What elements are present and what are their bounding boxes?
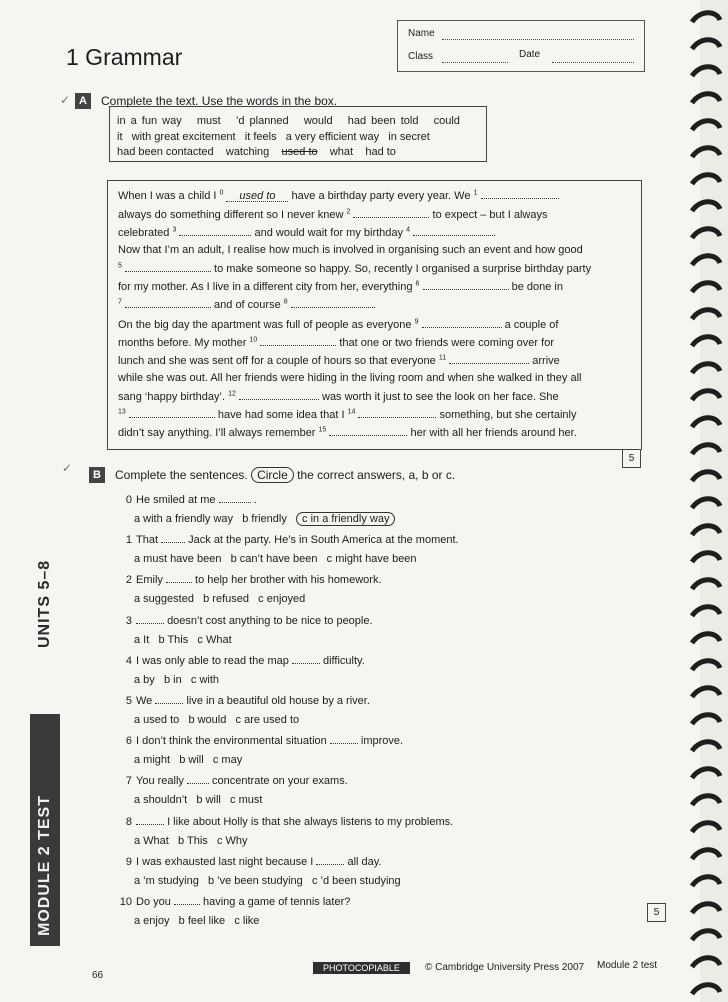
answer-gap[interactable] — [166, 573, 192, 583]
section-b-badge: B — [89, 467, 105, 483]
section-b-instruction: Complete the sentences. Circle the correct answers, a, b or c. — [115, 468, 456, 482]
question-text: Do you — [136, 896, 171, 908]
answer-option[interactable]: b feel like — [178, 915, 226, 927]
question-text: That — [136, 534, 159, 547]
word-option: it — [117, 131, 123, 143]
question-9 — [117, 855, 382, 868]
question-text: You really — [136, 775, 184, 788]
copyright-text: © Cambridge University Press 2007 — [425, 962, 585, 973]
question-4 — [117, 654, 365, 667]
text-line: Now that I’m an adult, I realise how much is involved in organising such an event and how good — [118, 244, 583, 256]
answer-option[interactable]: c are used to — [235, 714, 300, 726]
photocopiable-badge: PHOTOCOPIABLE — [313, 962, 410, 974]
text-line: $^{13}$ have had some idea that I $^{14}$ something, but she certainly — [118, 408, 577, 421]
text-line: lunch and she was sent off for a couple of hours so that everyone $^{11}$ arrive — [118, 354, 560, 367]
spiral-ring — [692, 229, 720, 238]
answer-options — [134, 714, 308, 726]
question-text: having a game of tennis later? — [202, 896, 351, 908]
spiral-ring — [692, 418, 720, 427]
question-text: concentrate on your exams. — [212, 775, 348, 788]
spiral-ring — [692, 148, 720, 157]
word-box-line — [117, 146, 396, 158]
gap-3[interactable] — [179, 226, 251, 236]
answer-gap[interactable] — [136, 815, 164, 825]
question-number: 10 — [119, 896, 132, 908]
answer-option[interactable]: b would — [188, 714, 227, 726]
word-box — [109, 106, 487, 162]
check-mark-icon: ✓ — [62, 461, 73, 475]
spiral-ring — [692, 634, 720, 643]
answer-option[interactable]: c ’d been studying — [311, 874, 401, 887]
spiral-ring — [692, 661, 720, 670]
answer-gap[interactable] — [330, 734, 358, 744]
question-5 — [117, 694, 370, 707]
spiral-ring — [692, 526, 720, 535]
gap-7[interactable] — [125, 298, 211, 308]
gap-4[interactable] — [413, 226, 493, 236]
question-6 — [117, 734, 403, 747]
question-text: I was only able to read the map — [136, 654, 289, 667]
gap-8[interactable] — [291, 298, 373, 308]
name-label: Name — [408, 28, 435, 39]
question-text: Emily — [136, 574, 163, 587]
spiral-ring — [692, 607, 720, 616]
spiral-ring — [692, 904, 720, 913]
gap-15[interactable] — [329, 426, 407, 436]
answer-options — [134, 593, 314, 605]
answer-option[interactable]: c might have been — [326, 553, 417, 566]
question-0 — [117, 493, 257, 506]
spiral-ring — [692, 688, 720, 697]
spiral-ring — [692, 958, 720, 967]
answer-option[interactable]: c in a friendly way — [296, 512, 395, 526]
word-option: watching — [225, 146, 270, 158]
question-8 — [117, 815, 453, 828]
answer-option[interactable]: a must have been — [134, 553, 222, 566]
answer-options — [134, 835, 257, 847]
units-label: UNITS 5–8 — [36, 559, 53, 648]
word-option-used: used to — [281, 146, 318, 158]
spiral-ring — [692, 202, 720, 211]
question-text: difficulty. — [323, 654, 365, 667]
question-text: I was exhausted last night because I — [136, 855, 314, 868]
answer-option[interactable]: b refused — [203, 593, 249, 606]
section-a-score-box: 5 — [622, 449, 641, 468]
gap-10[interactable] — [260, 336, 336, 346]
question-number: 7 — [125, 775, 132, 788]
answer-option[interactable]: b friendly — [242, 513, 287, 525]
spiral-ring — [692, 40, 720, 49]
word-option: in a fun way — [117, 115, 182, 127]
gap-14[interactable] — [358, 408, 436, 418]
class-field[interactable] — [442, 62, 508, 63]
answer-options — [134, 674, 228, 686]
answer-option[interactable]: a might — [134, 754, 171, 767]
answer-options — [134, 634, 241, 646]
answer-gap[interactable] — [219, 493, 251, 503]
answer-option[interactable]: a with a friendly way — [134, 513, 234, 525]
date-field[interactable] — [552, 62, 634, 63]
question-number: 9 — [125, 855, 132, 868]
answer-option[interactable]: b ’ve been studying — [207, 874, 303, 887]
answer-gap[interactable] — [316, 855, 344, 865]
question-number: 5 — [125, 695, 132, 707]
spiral-ring — [692, 769, 720, 778]
question-text: improve. — [360, 735, 404, 748]
spiral-ring — [692, 67, 720, 76]
question-3 — [117, 614, 373, 627]
answer-gap[interactable] — [136, 614, 164, 624]
spiral-ring — [692, 175, 720, 184]
question-text: . — [253, 494, 257, 506]
answer-option[interactable]: a used to — [134, 714, 180, 726]
question-number: 8 — [125, 815, 132, 828]
spiral-ring — [692, 742, 720, 751]
answer-option[interactable]: a It — [134, 633, 150, 646]
spiral-ring — [692, 391, 720, 400]
spiral-ring — [692, 472, 720, 481]
question-text: I like about Holly is that she always listens to my problems. — [167, 815, 454, 828]
question-text: We — [136, 695, 153, 707]
question-7 — [117, 774, 348, 787]
question-1 — [117, 533, 459, 546]
answer-gap[interactable] — [161, 533, 185, 543]
spiral-ring — [692, 985, 720, 994]
question-text: doesn’t cost anything to be nice to people. — [167, 614, 373, 627]
section-a-badge: A — [75, 93, 91, 109]
word-option: a very efficient way — [285, 131, 380, 143]
example-answer: used to — [226, 192, 288, 202]
gap-13[interactable] — [129, 408, 215, 418]
answer-option[interactable]: b This — [178, 834, 208, 847]
question-text: live in a beautiful old house by a river. — [186, 695, 370, 707]
module-label: MODULE 2 TEST — [36, 794, 53, 936]
gap-9[interactable] — [422, 318, 502, 328]
answer-option[interactable]: b can’t have been — [230, 553, 318, 566]
answer-options — [134, 513, 405, 525]
answer-gap[interactable] — [187, 774, 209, 784]
text-line: celebrated $^3$ and would wait for my birthday $^4$ . — [118, 226, 497, 239]
answer-option[interactable]: a ’m studying — [134, 874, 199, 887]
module-footer-label: Module 2 test — [597, 960, 658, 971]
answer-option[interactable]: b in — [163, 673, 182, 686]
question-number: 2 — [125, 574, 132, 587]
spiral-ring — [692, 94, 720, 103]
word-box-line — [117, 115, 460, 127]
word-option: had to — [365, 146, 396, 158]
answer-option[interactable]: c enjoyed — [258, 593, 306, 606]
answer-options — [134, 915, 269, 927]
answer-option[interactable]: b will — [179, 754, 204, 767]
answer-option[interactable]: c What — [197, 633, 232, 646]
units-label-container — [30, 520, 60, 700]
section-b-score-box: 5 — [647, 903, 666, 922]
gap-fill-text-box — [107, 180, 642, 450]
spiral-ring — [692, 337, 720, 346]
answer-option[interactable]: c with — [190, 673, 220, 686]
name-field[interactable] — [442, 39, 634, 40]
text-line: while she was out. All her friends were hiding in the living room and when she walked in they all — [118, 372, 582, 384]
question-10 — [117, 895, 350, 908]
answer-option[interactable]: b This — [158, 633, 189, 646]
circle-word: Circle — [251, 467, 294, 483]
question-number: 4 — [125, 654, 132, 667]
answer-option[interactable]: c Why — [216, 834, 248, 847]
class-label: Class — [408, 51, 434, 62]
gap-1[interactable] — [481, 189, 559, 199]
spiral-ring — [692, 13, 720, 22]
text-line: always do something different so I never knew $^2$ to expect – but I always — [118, 208, 548, 221]
text-line: On the big day the apartment was full of people as everyone $^9$ a couple of — [118, 318, 559, 331]
answer-gap[interactable] — [174, 895, 200, 905]
word-option: must — [196, 115, 221, 127]
answer-option[interactable]: c may — [212, 754, 243, 767]
word-option: would — [303, 115, 333, 127]
question-number: 6 — [125, 735, 132, 748]
answer-options — [134, 794, 272, 806]
module-sidebar — [30, 714, 60, 946]
student-info-box — [397, 20, 645, 72]
text-line: didn’t say anything. I’ll always remember $^{15}$ her with all her friends around her. — [118, 426, 577, 439]
answer-options — [134, 875, 410, 887]
word-option: with great excitement — [131, 131, 236, 143]
spiral-binding — [690, 0, 724, 1002]
gap-6[interactable] — [423, 280, 509, 290]
answer-option[interactable]: a What — [134, 834, 169, 847]
word-option: had been told — [347, 115, 419, 127]
spiral-ring — [692, 499, 720, 508]
word-option: had been contacted — [117, 146, 214, 158]
text-line: $^5$ to make someone so happy. So, recently I organised a surprise birthday party — [118, 262, 592, 275]
word-option: ’d planned — [235, 115, 289, 127]
answer-option[interactable]: c like — [234, 915, 260, 927]
gap-5[interactable] — [125, 262, 211, 272]
spiral-ring — [692, 715, 720, 724]
gap-2[interactable] — [353, 208, 429, 218]
spiral-ring — [692, 796, 720, 805]
date-label: Date — [519, 49, 541, 60]
page-title: 1 Grammar — [66, 44, 183, 70]
word-option: it feels — [244, 131, 277, 143]
question-text: to help her brother with his homework. — [195, 574, 382, 587]
spiral-ring — [692, 121, 720, 130]
question-number: 0 — [125, 494, 132, 506]
answer-option[interactable]: a by — [134, 673, 155, 686]
answer-option[interactable]: b will — [196, 794, 221, 807]
gap-12[interactable] — [239, 390, 319, 400]
question-number: 3 — [125, 614, 132, 627]
answer-option[interactable]: a enjoy — [134, 915, 170, 927]
text-line: $^7$ and of course $^8$ . — [118, 298, 376, 311]
spiral-ring — [692, 310, 720, 319]
text-line: sang ‘happy birthday’. $^{12}$ was worth it just to see the look on her face. She — [118, 390, 559, 403]
word-box-line — [117, 131, 430, 143]
spiral-ring — [692, 823, 720, 832]
spiral-ring — [692, 931, 720, 940]
answer-gap[interactable] — [155, 694, 183, 704]
spiral-ring — [692, 256, 720, 265]
question-text: I don’t think the environmental situation — [136, 735, 327, 748]
section-a-instruction: Complete the text. Use the words in the box. — [101, 94, 338, 108]
text-line: for my mother. As I live in a different city from her, everything $^6$ be done in — [118, 280, 563, 293]
gap-11[interactable] — [449, 354, 529, 364]
spiral-ring — [692, 364, 720, 373]
word-option: in secret — [388, 131, 430, 143]
answer-option[interactable]: a suggested — [134, 593, 194, 606]
page-number: 66 — [92, 970, 104, 981]
answer-option[interactable]: a shouldn’t — [134, 794, 188, 807]
word-option: could — [433, 115, 460, 127]
text-line: When I was a child I $^0$ used to have a birthday party every year. We $^1$ — [118, 189, 559, 202]
answer-gap[interactable] — [292, 654, 320, 664]
answer-options — [134, 754, 251, 766]
spiral-ring — [692, 445, 720, 454]
question-text: He smiled at me — [136, 494, 216, 506]
text-line: months before. My mother $^{10}$ that one or two friends were coming over for — [118, 336, 554, 349]
spiral-ring — [692, 877, 720, 886]
spiral-ring — [692, 553, 720, 562]
word-option: what — [329, 146, 354, 158]
spiral-ring — [692, 580, 720, 589]
spiral-ring — [692, 283, 720, 292]
question-text: Jack at the party. He’s in South America at the moment. — [188, 534, 459, 547]
question-2 — [117, 573, 382, 586]
spiral-ring — [692, 850, 720, 859]
question-text: all day. — [347, 855, 382, 868]
answer-options — [134, 553, 426, 565]
check-mark-icon: ✓ — [60, 93, 71, 107]
question-number: 1 — [125, 534, 132, 547]
answer-option[interactable]: c must — [230, 794, 263, 807]
